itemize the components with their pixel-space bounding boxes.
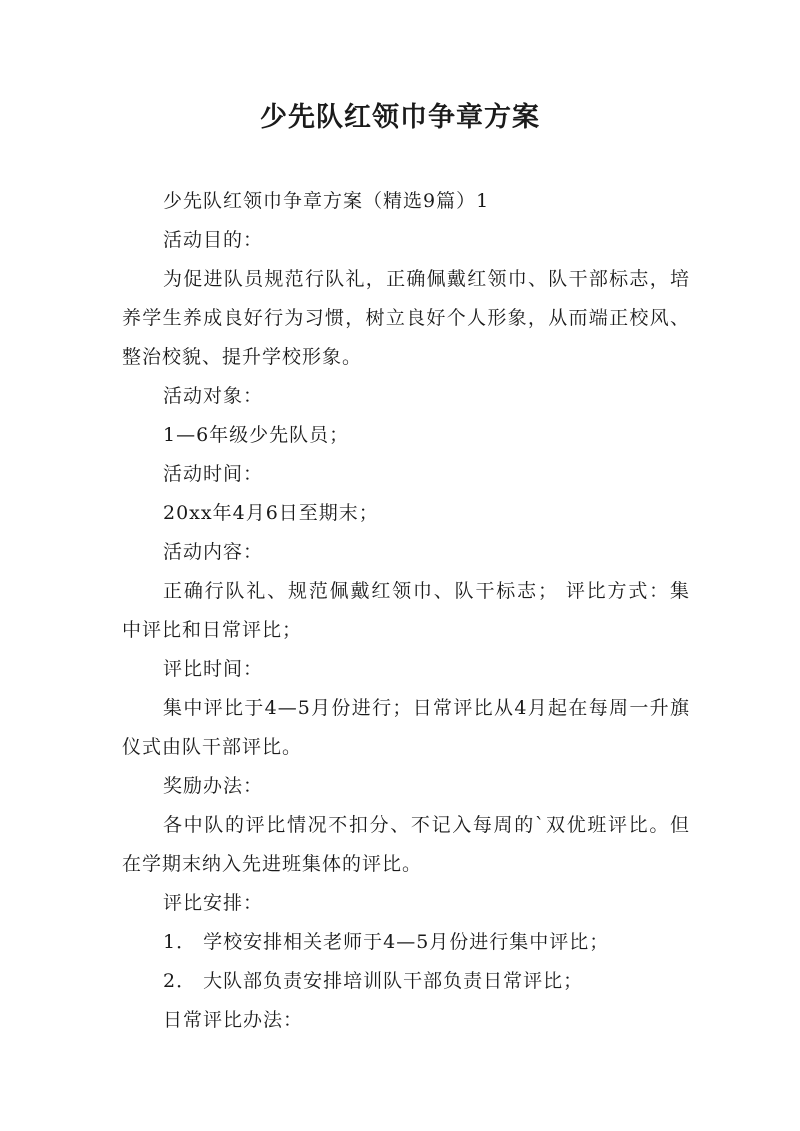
paragraph-evaluation-arrangement-label: 评比安排： — [163, 892, 264, 914]
paragraph-activity-target-label: 活动对象： — [163, 385, 264, 407]
paragraph-evaluation-time: 集中评比于4—5月份进行；日常评比从4月起在每周一升旗仪式由队干部评比。 — [122, 697, 690, 758]
paragraph-activity-target: 1—6年级少先队员； — [163, 424, 350, 446]
document-title: 少先队红领巾争章方案 — [260, 102, 540, 133]
paragraph-arrangement-item-1: 1． 学校安排相关老师于4—5月份进行集中评比； — [163, 931, 610, 953]
paragraph-activity-purpose-label: 活动目的： — [163, 229, 264, 251]
paragraph-reward: 各中队的评比情况不扣分、不记入每周的`双优班评比。但在学期末纳入先进班集体的评比。 — [122, 814, 690, 875]
paragraph-evaluation-time-label: 评比时间： — [163, 658, 264, 680]
paragraph-activity-purpose: 为促进队员规范行队礼，正确佩戴红领巾、队干部标志，培养学生养成良好行为习惯，树立良好个人形象，从而端正校风、整治校貌、提升学校形象。 — [122, 268, 690, 368]
paragraph-reward-label: 奖励办法： — [163, 775, 264, 797]
paragraph-activity-time-label: 活动时间： — [163, 463, 264, 485]
paragraph-arrangement-item-2: 2． 大队部负责安排培训队干部负责日常评比； — [163, 970, 584, 992]
document-body — [122, 182, 690, 1040]
paragraph-activity-content: 正确行队礼、规范佩戴红领巾、队干标志； 评比方式：集中评比和日常评比； — [122, 580, 690, 641]
paragraph-activity-content-label: 活动内容： — [163, 541, 264, 563]
paragraph-activity-time: 20xx年4月6日至期末； — [163, 502, 379, 524]
paragraph-daily-evaluation-label: 日常评比办法： — [163, 1009, 304, 1031]
paragraph-heading-line: 少先队红领巾争章方案（精选9篇）1 — [163, 190, 490, 212]
